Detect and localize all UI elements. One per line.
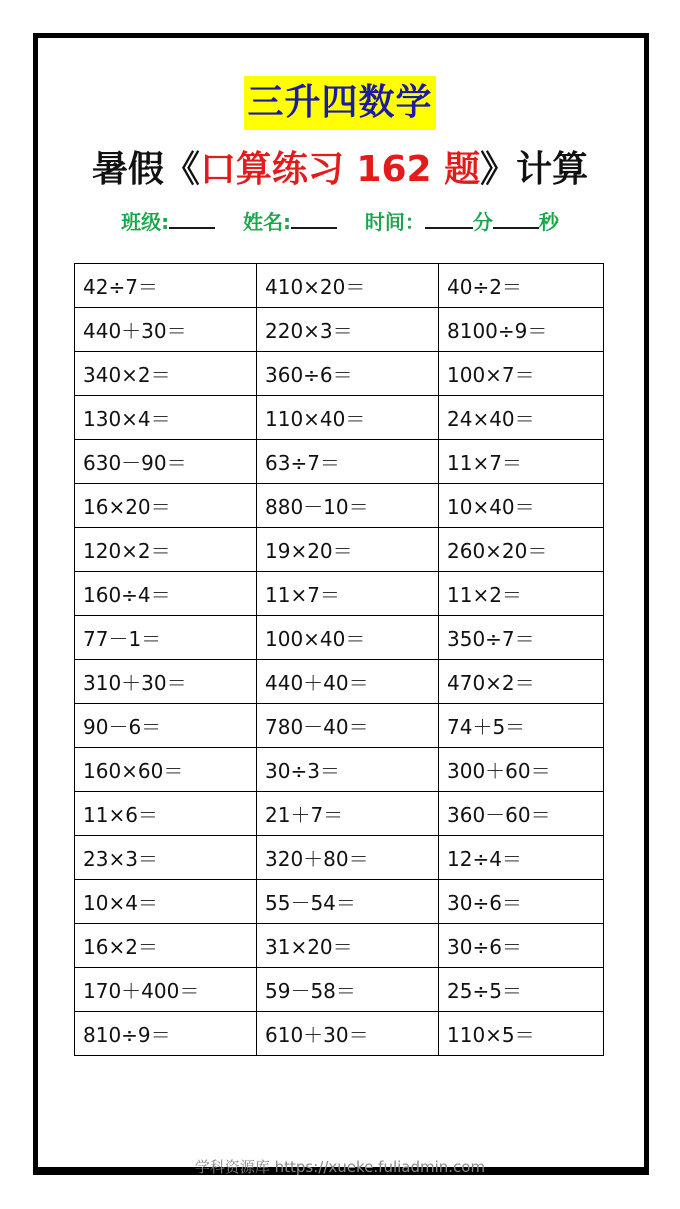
- problem-cell: 42÷7＝: [75, 264, 257, 308]
- problem-cell: 110×5＝: [439, 1012, 604, 1056]
- title-wrap: [0, 76, 680, 130]
- problem-table: [74, 263, 604, 1056]
- problem-cell: 10×40＝: [439, 484, 604, 528]
- problem-cell: 340×2＝: [75, 352, 257, 396]
- problem-cell: 170＋400＝: [75, 968, 257, 1012]
- table-row: [75, 660, 604, 704]
- problem-cell: 220×3＝: [257, 308, 439, 352]
- problem-cell: 320＋80＝: [257, 836, 439, 880]
- problem-cell: 10×4＝: [75, 880, 257, 924]
- problem-cell: 30÷3＝: [257, 748, 439, 792]
- problem-cell: 11×2＝: [439, 572, 604, 616]
- problem-cell: 40÷2＝: [439, 264, 604, 308]
- problem-cell: 410×20＝: [257, 264, 439, 308]
- time-label: 时间：: [364, 210, 425, 234]
- problem-cell: 30÷6＝: [439, 880, 604, 924]
- problem-cell: 470×2＝: [439, 660, 604, 704]
- student-info-line: [0, 204, 680, 240]
- table-row: [75, 880, 604, 924]
- subtitle-highlight: 口算练习 162 题: [199, 149, 481, 190]
- problem-cell: 780－40＝: [257, 704, 439, 748]
- problem-cell: 300＋60＝: [439, 748, 604, 792]
- problem-cell: 8100÷9＝: [439, 308, 604, 352]
- problem-cell: 100×40＝: [257, 616, 439, 660]
- class-blank[interactable]: [169, 205, 215, 229]
- table-row: [75, 352, 604, 396]
- problem-cell: 260×20＝: [439, 528, 604, 572]
- second-blank[interactable]: [493, 205, 539, 229]
- second-label: 秒: [538, 210, 559, 234]
- problem-cell: 880－10＝: [257, 484, 439, 528]
- minute-label: 分: [472, 210, 493, 234]
- problem-cell: 440＋40＝: [257, 660, 439, 704]
- problem-cell: 360÷6＝: [257, 352, 439, 396]
- problem-cell: 100×7＝: [439, 352, 604, 396]
- problem-cell: 360－60＝: [439, 792, 604, 836]
- problem-cell: 160÷4＝: [75, 572, 257, 616]
- table-row: [75, 484, 604, 528]
- table-row: [75, 572, 604, 616]
- problem-cell: 110×40＝: [257, 396, 439, 440]
- problem-cell: 120×2＝: [75, 528, 257, 572]
- problem-cell: 310＋30＝: [75, 660, 257, 704]
- problem-cell: 350÷7＝: [439, 616, 604, 660]
- minute-blank[interactable]: [425, 205, 473, 229]
- subtitle-prefix: 暑假《: [91, 149, 200, 190]
- problem-cell: 630－90＝: [75, 440, 257, 484]
- problem-cell: 130×4＝: [75, 396, 257, 440]
- problem-cell: 23×3＝: [75, 836, 257, 880]
- class-label: 班级:: [121, 210, 170, 234]
- problem-cell: 16×20＝: [75, 484, 257, 528]
- table-row: [75, 924, 604, 968]
- problem-cell: 30÷6＝: [439, 924, 604, 968]
- table-row: [75, 836, 604, 880]
- table-row: [75, 616, 604, 660]
- table-row: [75, 748, 604, 792]
- problem-cell: 90－6＝: [75, 704, 257, 748]
- problem-cell: 12÷4＝: [439, 836, 604, 880]
- problem-cell: 24×40＝: [439, 396, 604, 440]
- problem-cell: 55－54＝: [257, 880, 439, 924]
- table-row: [75, 396, 604, 440]
- problem-cell: 63÷7＝: [257, 440, 439, 484]
- problem-cell: 77－1＝: [75, 616, 257, 660]
- problem-cell: 11×7＝: [257, 572, 439, 616]
- problem-cell: 59－58＝: [257, 968, 439, 1012]
- table-row: [75, 308, 604, 352]
- problem-cell: 810÷9＝: [75, 1012, 257, 1056]
- name-blank[interactable]: [291, 205, 337, 229]
- name-label: 姓名:: [243, 210, 291, 234]
- problem-cell: 160×60＝: [75, 748, 257, 792]
- problem-cell: 31×20＝: [257, 924, 439, 968]
- problem-cell: 610＋30＝: [257, 1012, 439, 1056]
- problem-cell: 11×6＝: [75, 792, 257, 836]
- problem-cell: 19×20＝: [257, 528, 439, 572]
- problem-cell: 21＋7＝: [257, 792, 439, 836]
- worksheet-subtitle: [0, 144, 680, 196]
- table-row: [75, 968, 604, 1012]
- table-row: [75, 792, 604, 836]
- problem-cell: 16×2＝: [75, 924, 257, 968]
- problem-cell: 440＋30＝: [75, 308, 257, 352]
- subtitle-suffix: 》计算: [480, 149, 589, 190]
- footer-watermark: 学科资源库 https://xueke.fuliadmin.com: [194, 1158, 486, 1176]
- table-row: [75, 440, 604, 484]
- problem-cell: 25÷5＝: [439, 968, 604, 1012]
- table-row: [75, 264, 604, 308]
- problem-cell: 11×7＝: [439, 440, 604, 484]
- problem-cell: 74＋5＝: [439, 704, 604, 748]
- table-row: [75, 528, 604, 572]
- page-title: 三升四数学: [244, 76, 435, 130]
- table-row: [75, 704, 604, 748]
- table-row: [75, 1012, 604, 1056]
